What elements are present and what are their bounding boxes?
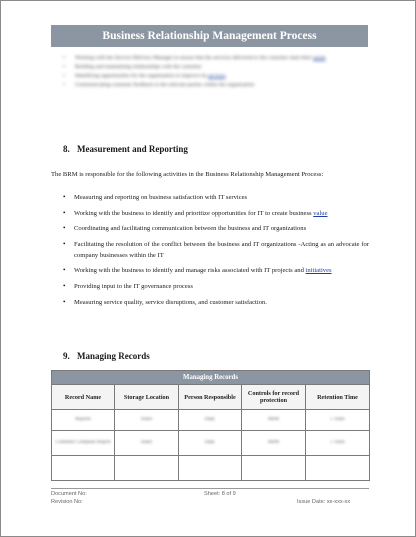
responsibility-list xyxy=(63,192,369,312)
value-link[interactable]: value xyxy=(313,209,328,217)
footer-divider xyxy=(51,488,369,489)
table-cell: 5 Years xyxy=(306,431,370,456)
table-cell: RBM xyxy=(242,410,306,431)
blurred-bullet-list xyxy=(63,54,373,90)
managing-records-table xyxy=(51,370,370,481)
section-9-heading: Managing Records xyxy=(77,351,150,361)
column-header: Record Name xyxy=(52,385,115,410)
blurred-link[interactable]: needs xyxy=(312,55,326,61)
blurred-bullet-item: • Identifying opportunities for the organization to improve its services xyxy=(63,72,373,81)
column-header: Retention Time xyxy=(306,385,370,410)
column-header: Controls for record protection xyxy=(242,385,306,410)
list-item: • Measuring service quality, service disruptions, and customer satisfaction. xyxy=(63,297,369,308)
table-cell: Dept. xyxy=(179,431,242,456)
table-cell: 5 Years xyxy=(306,410,370,431)
table-cell xyxy=(115,456,179,481)
blurred-bullet-item: • Communicating customer feedback to the relevant parties within the organization xyxy=(63,81,373,90)
table-cell xyxy=(179,456,242,481)
blurred-bullet-item: • Working with the Service Delivery Manager to ensure that the services delivered to the customer meet their needs xyxy=(63,54,373,63)
table-cell: Reports xyxy=(52,410,115,431)
table-cell: Share xyxy=(115,410,179,431)
list-item: • Coordinating and facilitating communication between the business and IT organizations xyxy=(63,223,369,234)
table-cell: Dept. xyxy=(179,410,242,431)
list-item: • Facilitating the resolution of the conflict between the business and IT organizations -Acting as an advocate for company businesses within the IT xyxy=(63,239,369,261)
section-8-intro: The BRM is responsible for the following activities in the Business Relationship Management Process: xyxy=(51,171,324,178)
column-header: Person Responsible xyxy=(179,385,242,410)
list-item: • Working with the business to identify and manage risks associated with IT projects and initiatives xyxy=(63,265,369,276)
list-item: • Providing input to the IT governance process xyxy=(63,281,369,292)
table-row xyxy=(52,431,370,456)
section-8-heading: Measurement and Reporting xyxy=(77,144,188,154)
section-8-number: 8. xyxy=(63,144,70,154)
table-cell: Share xyxy=(115,431,179,456)
table-cell: RBM xyxy=(242,431,306,456)
list-item: • Working with the business to identify and prioritize opportunities for IT to create business value xyxy=(63,208,369,219)
document-title-banner: Business Relationship Management Process xyxy=(51,25,368,47)
section-9-number: 9. xyxy=(63,351,70,361)
table-cell xyxy=(52,456,115,481)
footer-document-no: Document No: xyxy=(51,491,87,497)
table-row xyxy=(52,456,370,481)
column-header: Storage Location xyxy=(115,385,179,410)
initiatives-link[interactable]: initiatives xyxy=(305,267,332,275)
blurred-link[interactable]: services xyxy=(207,73,226,79)
table-cell xyxy=(306,456,370,481)
blurred-bullet-item: • Building and maintaining relationships with the customer xyxy=(63,63,373,72)
footer-revision-no: Revision No: xyxy=(51,499,83,505)
footer-sheet-number: Sheet: 8 of 9 xyxy=(204,491,236,497)
list-item: • Measuring and reporting on business satisfaction with IT services xyxy=(63,192,369,203)
table-row xyxy=(52,410,370,431)
footer-issue-date: Issue Date: xx-xxx-xx xyxy=(297,499,351,505)
table-cell: Customer Complain Report xyxy=(52,431,115,456)
table-cell xyxy=(242,456,306,481)
table-title: Managing Records xyxy=(52,371,370,385)
